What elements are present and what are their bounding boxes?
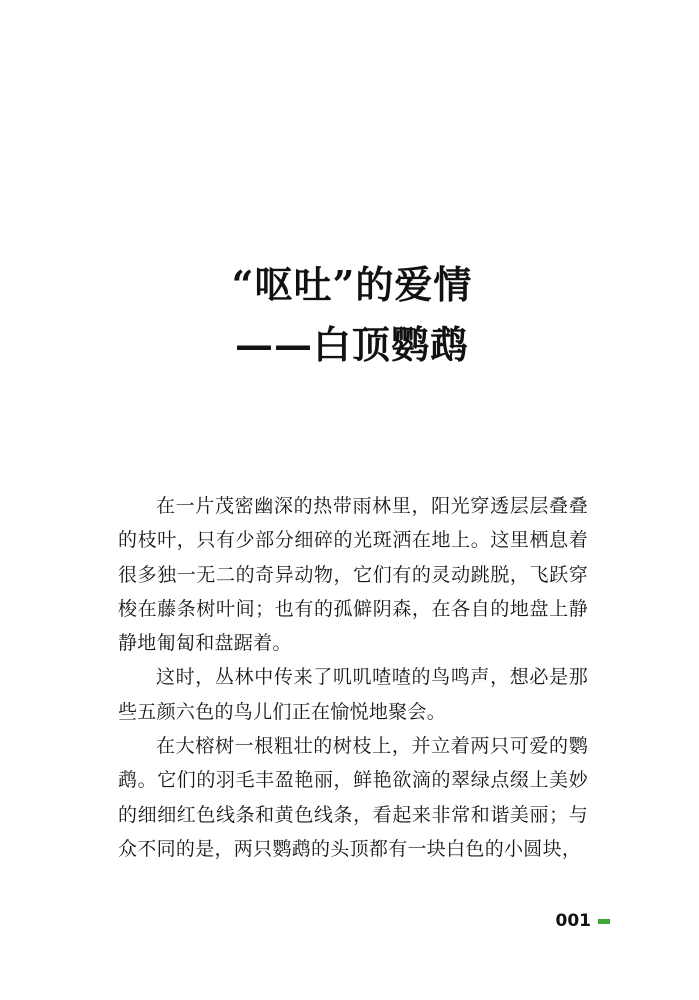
paragraph-3: 在大榕树一根粗壮的树枝上，并立着两只可爱的鹦鹉。它们的羽毛丰盈艳丽，鲜艳欲滴的翠绿点缀上美妙的细细红色线条和黄色线条，看起来非常和谐美丽；与众不同的是，两只鹦鹉的头顶都有一块白色的小圆块， (118, 735, 588, 860)
paragraph-2: 这时，丛林中传来了叽叽喳喳的鸟鸣声，想必是那些五颜六色的鸟儿们正在愉悦地聚会。 (118, 666, 588, 723)
page-footer (556, 911, 611, 931)
body-text (118, 489, 588, 866)
chapter-title-main: “呕吐”的爱情 (231, 262, 473, 307)
chapter-title (0, 255, 699, 375)
paragraph-1: 在一片茂密幽深的热带雨林里，阳光穿透层层叠叠的枝叶，只有少部分细碎的光斑洒在地上。这里栖息着很多独一无二的奇异动物，它们有的灵动跳脱，飞跃穿梭在藤条树叶间；也有的孤僻阴森，在各自的地盘上静静地匍匐和盘踞着。 (118, 495, 588, 655)
page-number-accent-bar (598, 919, 610, 924)
chapter-title-subtitle: ——白顶鹦鹉 (234, 322, 469, 367)
page-number: 001 (555, 911, 591, 931)
